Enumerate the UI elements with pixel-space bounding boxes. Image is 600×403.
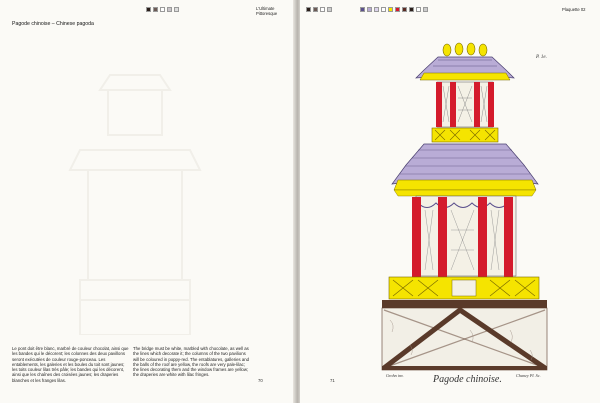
right-page (300, 0, 600, 403)
plate-caption: Pagode chinoise. (433, 374, 502, 385)
upper-balcony (432, 128, 498, 142)
page-number: 71 (330, 378, 335, 383)
pagoda-show-through (60, 55, 210, 335)
color-swatch (167, 7, 172, 12)
page-number: 70 (258, 378, 263, 383)
running-header (256, 6, 277, 16)
pagoda-illustration (300, 0, 600, 403)
color-swatch (174, 7, 179, 12)
color-swatch (146, 7, 151, 12)
color-swatch (153, 7, 158, 12)
lower-pavilion (412, 196, 516, 277)
page-title: Pagode chinoise – Chinese pagoda (12, 21, 94, 27)
upper-roof (416, 57, 514, 80)
color-swatch (160, 7, 165, 12)
roof-finials (443, 43, 487, 56)
artist-credit: Grohn inv. (386, 373, 404, 378)
bridge-base (382, 300, 547, 370)
lower-roof (392, 144, 538, 196)
english-text: The bridge must be white, marbled with chocolate, as well as the lines which decorate it; the columns of the two pavilions will be coloured in poppy-red. The entablatures, galleries and the balls of the roof are yellow, the roofs are very pale-lilac; the lines decorating them and the window frames are yellow; the draperies are white with lilac fringes. (133, 346, 250, 378)
color-swatches (146, 7, 179, 12)
engraver-credit: Chaney Pl. Sc. (516, 373, 541, 378)
plate-number: P. 1e. (536, 55, 547, 60)
header-line: L'Ultimate (256, 6, 275, 11)
upper-pavilion (436, 82, 494, 127)
left-page (0, 0, 296, 403)
header-line: Pittoresque (256, 11, 278, 16)
running-header: Plaquette 02 (562, 7, 586, 12)
lower-balcony (389, 277, 539, 299)
french-text: Le pont doit être blanc, marbré de couleur chocolat, ainsi que les bandes qui le décorent; les colonnes des deux pavillons seront exécutées de couleur rouge-ponceau. Les entablements, les galeries et les boules du toit sont jaunes; les toits couleur lilas très pâle; les bandes qui les décorent, ainsi que les chaînes des croisées jaunes; les draperies blanches et les franges lilas. (12, 346, 129, 383)
